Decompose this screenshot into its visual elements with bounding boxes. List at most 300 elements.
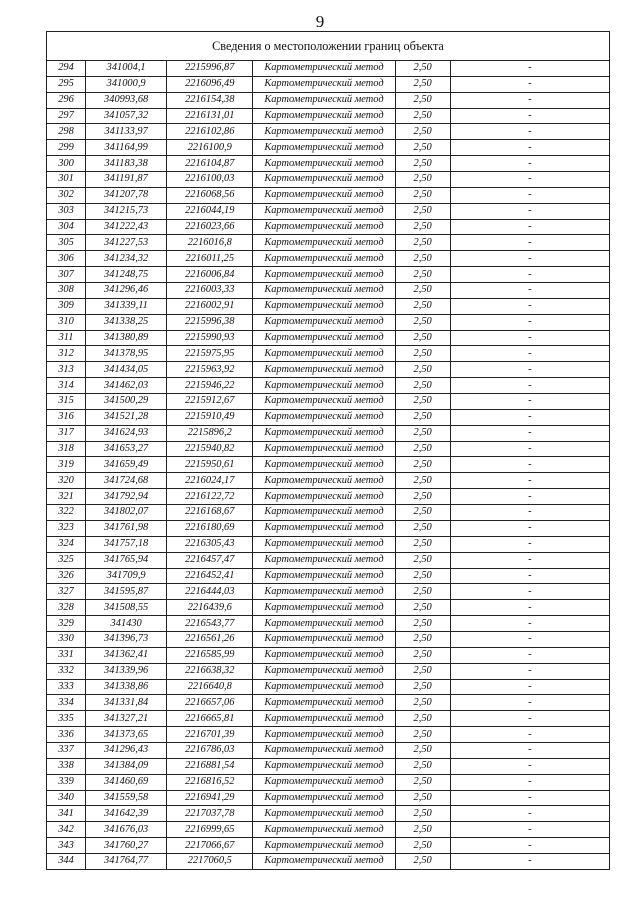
note-cell: - xyxy=(450,425,609,441)
note-cell: - xyxy=(450,61,609,77)
accuracy-cell: 2,50 xyxy=(395,267,450,283)
y-coordinate-cell: 2215950,61 xyxy=(167,457,253,473)
x-coordinate-cell: 341339,96 xyxy=(86,663,167,679)
point-number-cell: 323 xyxy=(47,520,86,536)
note-cell: - xyxy=(450,505,609,521)
table-row xyxy=(47,663,610,679)
note-cell: - xyxy=(450,790,609,806)
accuracy-cell: 2,50 xyxy=(395,774,450,790)
x-coordinate-cell: 341724,68 xyxy=(86,473,167,489)
accuracy-cell: 2,50 xyxy=(395,92,450,108)
x-coordinate-cell: 341792,94 xyxy=(86,489,167,505)
y-coordinate-cell: 2215996,87 xyxy=(167,61,253,77)
accuracy-cell: 2,50 xyxy=(395,822,450,838)
table-row xyxy=(47,378,610,394)
accuracy-cell: 2,50 xyxy=(395,219,450,235)
x-coordinate-cell: 341659,49 xyxy=(86,457,167,473)
y-coordinate-cell: 2216154,38 xyxy=(167,92,253,108)
method-cell: Картометрический метод xyxy=(253,251,395,267)
y-coordinate-cell: 2216006,84 xyxy=(167,267,253,283)
note-cell: - xyxy=(450,742,609,758)
method-cell: Картометрический метод xyxy=(253,425,395,441)
method-cell: Картометрический метод xyxy=(253,219,395,235)
accuracy-cell: 2,50 xyxy=(395,568,450,584)
point-number-cell: 321 xyxy=(47,489,86,505)
point-number-cell: 315 xyxy=(47,394,86,410)
point-number-cell: 310 xyxy=(47,314,86,330)
y-coordinate-cell: 2216638,32 xyxy=(167,663,253,679)
y-coordinate-cell: 2216585,99 xyxy=(167,647,253,663)
x-coordinate-cell: 341434,05 xyxy=(86,362,167,378)
y-coordinate-cell: 2215963,92 xyxy=(167,362,253,378)
method-cell: Картометрический метод xyxy=(253,568,395,584)
point-number-cell: 312 xyxy=(47,346,86,362)
point-number-cell: 326 xyxy=(47,568,86,584)
x-coordinate-cell: 341248,75 xyxy=(86,267,167,283)
method-cell: Картометрический метод xyxy=(253,409,395,425)
point-number-cell: 298 xyxy=(47,124,86,140)
table-row xyxy=(47,76,610,92)
y-coordinate-cell: 2216016,8 xyxy=(167,235,253,251)
y-coordinate-cell: 2216665,81 xyxy=(167,711,253,727)
table-row xyxy=(47,489,610,505)
x-coordinate-cell: 341380,89 xyxy=(86,330,167,346)
x-coordinate-cell: 341164,99 xyxy=(86,140,167,156)
y-coordinate-cell: 2216543,77 xyxy=(167,616,253,632)
method-cell: Картометрический метод xyxy=(253,92,395,108)
note-cell: - xyxy=(450,394,609,410)
table-row xyxy=(47,156,610,172)
accuracy-cell: 2,50 xyxy=(395,600,450,616)
accuracy-cell: 2,50 xyxy=(395,742,450,758)
x-coordinate-cell: 341757,18 xyxy=(86,536,167,552)
note-cell: - xyxy=(450,853,609,869)
y-coordinate-cell: 2216003,33 xyxy=(167,283,253,299)
y-coordinate-cell: 2216561,26 xyxy=(167,631,253,647)
x-coordinate-cell: 341765,94 xyxy=(86,552,167,568)
y-coordinate-cell: 2216011,25 xyxy=(167,251,253,267)
x-coordinate-cell: 341338,86 xyxy=(86,679,167,695)
table-row xyxy=(47,758,610,774)
note-cell: - xyxy=(450,695,609,711)
table-row xyxy=(47,267,610,283)
y-coordinate-cell: 2216816,52 xyxy=(167,774,253,790)
table-row xyxy=(47,362,610,378)
accuracy-cell: 2,50 xyxy=(395,394,450,410)
point-number-cell: 311 xyxy=(47,330,86,346)
method-cell: Картометрический метод xyxy=(253,330,395,346)
note-cell: - xyxy=(450,172,609,188)
x-coordinate-cell: 341296,43 xyxy=(86,742,167,758)
method-cell: Картометрический метод xyxy=(253,203,395,219)
y-coordinate-cell: 2216786,03 xyxy=(167,742,253,758)
method-cell: Картометрический метод xyxy=(253,441,395,457)
accuracy-cell: 2,50 xyxy=(395,806,450,822)
y-coordinate-cell: 2216122,72 xyxy=(167,489,253,505)
y-coordinate-cell: 2216640,8 xyxy=(167,679,253,695)
point-number-cell: 295 xyxy=(47,76,86,92)
y-coordinate-cell: 2215940,82 xyxy=(167,441,253,457)
y-coordinate-cell: 2215975,95 xyxy=(167,346,253,362)
note-cell: - xyxy=(450,711,609,727)
accuracy-cell: 2,50 xyxy=(395,235,450,251)
y-coordinate-cell: 2216100,9 xyxy=(167,140,253,156)
x-coordinate-cell: 341222,43 xyxy=(86,219,167,235)
note-cell: - xyxy=(450,409,609,425)
x-coordinate-cell: 341234,32 xyxy=(86,251,167,267)
accuracy-cell: 2,50 xyxy=(395,631,450,647)
x-coordinate-cell: 341191,87 xyxy=(86,172,167,188)
y-coordinate-cell: 2217066,67 xyxy=(167,838,253,854)
y-coordinate-cell: 2216131,01 xyxy=(167,108,253,124)
table-row xyxy=(47,124,610,140)
note-cell: - xyxy=(450,600,609,616)
x-coordinate-cell: 341396,73 xyxy=(86,631,167,647)
x-coordinate-cell: 341676,03 xyxy=(86,822,167,838)
point-number-cell: 304 xyxy=(47,219,86,235)
accuracy-cell: 2,50 xyxy=(395,679,450,695)
table-row xyxy=(47,822,610,838)
method-cell: Картометрический метод xyxy=(253,822,395,838)
point-number-cell: 318 xyxy=(47,441,86,457)
table-row xyxy=(47,568,610,584)
method-cell: Картометрический метод xyxy=(253,552,395,568)
method-cell: Картометрический метод xyxy=(253,61,395,77)
method-cell: Картометрический метод xyxy=(253,378,395,394)
x-coordinate-cell: 341500,29 xyxy=(86,394,167,410)
page-number: 9 xyxy=(315,12,325,31)
method-cell: Картометрический метод xyxy=(253,711,395,727)
table-row xyxy=(47,616,610,632)
point-number-cell: 305 xyxy=(47,235,86,251)
accuracy-cell: 2,50 xyxy=(395,283,450,299)
table-row xyxy=(47,505,610,521)
point-number-cell: 309 xyxy=(47,298,86,314)
y-coordinate-cell: 2216102,86 xyxy=(167,124,253,140)
accuracy-cell: 2,50 xyxy=(395,790,450,806)
method-cell: Картометрический метод xyxy=(253,283,395,299)
method-cell: Картометрический метод xyxy=(253,505,395,521)
point-number-cell: 340 xyxy=(47,790,86,806)
table-row xyxy=(47,203,610,219)
x-coordinate-cell: 341057,32 xyxy=(86,108,167,124)
note-cell: - xyxy=(450,108,609,124)
accuracy-cell: 2,50 xyxy=(395,156,450,172)
x-coordinate-cell: 341207,78 xyxy=(86,187,167,203)
x-coordinate-cell: 341521,28 xyxy=(86,409,167,425)
x-coordinate-cell: 341384,09 xyxy=(86,758,167,774)
point-number-cell: 330 xyxy=(47,631,86,647)
note-cell: - xyxy=(450,362,609,378)
note-cell: - xyxy=(450,314,609,330)
note-cell: - xyxy=(450,489,609,505)
point-number-cell: 302 xyxy=(47,187,86,203)
point-number-cell: 328 xyxy=(47,600,86,616)
method-cell: Картометрический метод xyxy=(253,790,395,806)
y-coordinate-cell: 2216068,56 xyxy=(167,187,253,203)
x-coordinate-cell: 341331,84 xyxy=(86,695,167,711)
note-cell: - xyxy=(450,520,609,536)
table-row xyxy=(47,584,610,600)
point-number-cell: 303 xyxy=(47,203,86,219)
x-coordinate-cell: 341338,25 xyxy=(86,314,167,330)
point-number-cell: 320 xyxy=(47,473,86,489)
x-coordinate-cell: 341462,03 xyxy=(86,378,167,394)
y-coordinate-cell: 2215990,93 xyxy=(167,330,253,346)
note-cell: - xyxy=(450,251,609,267)
table-row xyxy=(47,600,610,616)
point-number-cell: 335 xyxy=(47,711,86,727)
note-cell: - xyxy=(450,806,609,822)
method-cell: Картометрический метод xyxy=(253,600,395,616)
table-row xyxy=(47,711,610,727)
accuracy-cell: 2,50 xyxy=(395,647,450,663)
table-row xyxy=(47,441,610,457)
point-number-cell: 314 xyxy=(47,378,86,394)
accuracy-cell: 2,50 xyxy=(395,711,450,727)
table-row xyxy=(47,647,610,663)
table-row xyxy=(47,219,610,235)
table-row xyxy=(47,314,610,330)
x-coordinate-cell: 341460,69 xyxy=(86,774,167,790)
point-number-cell: 343 xyxy=(47,838,86,854)
x-coordinate-cell: 341595,87 xyxy=(86,584,167,600)
method-cell: Картометрический метод xyxy=(253,853,395,869)
accuracy-cell: 2,50 xyxy=(395,346,450,362)
table-row xyxy=(47,727,610,743)
note-cell: - xyxy=(450,536,609,552)
method-cell: Картометрический метод xyxy=(253,520,395,536)
method-cell: Картометрический метод xyxy=(253,489,395,505)
point-number-cell: 317 xyxy=(47,425,86,441)
x-coordinate-cell: 341378,95 xyxy=(86,346,167,362)
x-coordinate-cell: 341000,9 xyxy=(86,76,167,92)
y-coordinate-cell: 2216305,43 xyxy=(167,536,253,552)
y-coordinate-cell: 2216444,03 xyxy=(167,584,253,600)
method-cell: Картометрический метод xyxy=(253,758,395,774)
note-cell: - xyxy=(450,140,609,156)
table-row xyxy=(47,457,610,473)
y-coordinate-cell: 2216452,41 xyxy=(167,568,253,584)
table-row xyxy=(47,346,610,362)
x-coordinate-cell: 341624,93 xyxy=(86,425,167,441)
method-cell: Картометрический метод xyxy=(253,473,395,489)
x-coordinate-cell: 341430 xyxy=(86,616,167,632)
x-coordinate-cell: 341339,11 xyxy=(86,298,167,314)
table-row xyxy=(47,298,610,314)
x-coordinate-cell: 341764,77 xyxy=(86,853,167,869)
note-cell: - xyxy=(450,774,609,790)
method-cell: Картометрический метод xyxy=(253,314,395,330)
accuracy-cell: 2,50 xyxy=(395,441,450,457)
table-title-row xyxy=(47,32,610,61)
point-number-cell: 297 xyxy=(47,108,86,124)
x-coordinate-cell: 341653,27 xyxy=(86,441,167,457)
accuracy-cell: 2,50 xyxy=(395,140,450,156)
point-number-cell: 331 xyxy=(47,647,86,663)
note-cell: - xyxy=(450,758,609,774)
y-coordinate-cell: 2216104,87 xyxy=(167,156,253,172)
note-cell: - xyxy=(450,330,609,346)
point-number-cell: 341 xyxy=(47,806,86,822)
x-coordinate-cell: 341709,9 xyxy=(86,568,167,584)
table-row xyxy=(47,172,610,188)
point-number-cell: 338 xyxy=(47,758,86,774)
table-row xyxy=(47,853,610,869)
method-cell: Картометрический метод xyxy=(253,695,395,711)
x-coordinate-cell: 341642,39 xyxy=(86,806,167,822)
note-cell: - xyxy=(450,822,609,838)
y-coordinate-cell: 2216023,66 xyxy=(167,219,253,235)
accuracy-cell: 2,50 xyxy=(395,378,450,394)
point-number-cell: 336 xyxy=(47,727,86,743)
method-cell: Картометрический метод xyxy=(253,663,395,679)
method-cell: Картометрический метод xyxy=(253,172,395,188)
point-number-cell: 301 xyxy=(47,172,86,188)
table-row xyxy=(47,536,610,552)
point-number-cell: 334 xyxy=(47,695,86,711)
point-number-cell: 332 xyxy=(47,663,86,679)
note-cell: - xyxy=(450,679,609,695)
note-cell: - xyxy=(450,92,609,108)
x-coordinate-cell: 341802,07 xyxy=(86,505,167,521)
y-coordinate-cell: 2216701,39 xyxy=(167,727,253,743)
note-cell: - xyxy=(450,219,609,235)
table-title: Сведения о местоположении границ объекта xyxy=(47,32,610,61)
table-row xyxy=(47,774,610,790)
method-cell: Картометрический метод xyxy=(253,124,395,140)
table-row xyxy=(47,631,610,647)
note-cell: - xyxy=(450,298,609,314)
y-coordinate-cell: 2216180,69 xyxy=(167,520,253,536)
accuracy-cell: 2,50 xyxy=(395,108,450,124)
table-row xyxy=(47,108,610,124)
y-coordinate-cell: 2216941,29 xyxy=(167,790,253,806)
x-coordinate-cell: 341373,65 xyxy=(86,727,167,743)
method-cell: Картометрический метод xyxy=(253,838,395,854)
point-number-cell: 296 xyxy=(47,92,86,108)
note-cell: - xyxy=(450,473,609,489)
table-row xyxy=(47,187,610,203)
method-cell: Картометрический метод xyxy=(253,394,395,410)
y-coordinate-cell: 2215996,38 xyxy=(167,314,253,330)
method-cell: Картометрический метод xyxy=(253,235,395,251)
point-number-cell: 299 xyxy=(47,140,86,156)
point-number-cell: 307 xyxy=(47,267,86,283)
point-number-cell: 322 xyxy=(47,505,86,521)
method-cell: Картометрический метод xyxy=(253,298,395,314)
method-cell: Картометрический метод xyxy=(253,140,395,156)
x-coordinate-cell: 341227,53 xyxy=(86,235,167,251)
method-cell: Картометрический метод xyxy=(253,742,395,758)
accuracy-cell: 2,50 xyxy=(395,584,450,600)
x-coordinate-cell: 341362,41 xyxy=(86,647,167,663)
table-row xyxy=(47,61,610,77)
x-coordinate-cell: 341215,73 xyxy=(86,203,167,219)
method-cell: Картометрический метод xyxy=(253,679,395,695)
accuracy-cell: 2,50 xyxy=(395,473,450,489)
note-cell: - xyxy=(450,235,609,251)
method-cell: Картометрический метод xyxy=(253,647,395,663)
accuracy-cell: 2,50 xyxy=(395,425,450,441)
accuracy-cell: 2,50 xyxy=(395,505,450,521)
point-number-cell: 339 xyxy=(47,774,86,790)
note-cell: - xyxy=(450,187,609,203)
accuracy-cell: 2,50 xyxy=(395,695,450,711)
note-cell: - xyxy=(450,378,609,394)
note-cell: - xyxy=(450,124,609,140)
x-coordinate-cell: 341559,58 xyxy=(86,790,167,806)
note-cell: - xyxy=(450,663,609,679)
method-cell: Картометрический метод xyxy=(253,616,395,632)
note-cell: - xyxy=(450,203,609,219)
point-number-cell: 324 xyxy=(47,536,86,552)
point-number-cell: 333 xyxy=(47,679,86,695)
accuracy-cell: 2,50 xyxy=(395,489,450,505)
table-row xyxy=(47,394,610,410)
point-number-cell: 308 xyxy=(47,283,86,299)
note-cell: - xyxy=(450,568,609,584)
note-cell: - xyxy=(450,267,609,283)
accuracy-cell: 2,50 xyxy=(395,172,450,188)
table-row xyxy=(47,425,610,441)
method-cell: Картометрический метод xyxy=(253,108,395,124)
accuracy-cell: 2,50 xyxy=(395,330,450,346)
method-cell: Картометрический метод xyxy=(253,774,395,790)
y-coordinate-cell: 2215896,2 xyxy=(167,425,253,441)
accuracy-cell: 2,50 xyxy=(395,362,450,378)
point-number-cell: 327 xyxy=(47,584,86,600)
y-coordinate-cell: 2216168,67 xyxy=(167,505,253,521)
accuracy-cell: 2,50 xyxy=(395,853,450,869)
y-coordinate-cell: 2216657,06 xyxy=(167,695,253,711)
boundary-coordinates-table xyxy=(46,31,610,870)
table-row xyxy=(47,679,610,695)
table-row xyxy=(47,806,610,822)
accuracy-cell: 2,50 xyxy=(395,203,450,219)
accuracy-cell: 2,50 xyxy=(395,552,450,568)
table-row xyxy=(47,330,610,346)
y-coordinate-cell: 2216999,65 xyxy=(167,822,253,838)
table-row xyxy=(47,92,610,108)
point-number-cell: 319 xyxy=(47,457,86,473)
point-number-cell: 337 xyxy=(47,742,86,758)
y-coordinate-cell: 2216002,91 xyxy=(167,298,253,314)
x-coordinate-cell: 341004,1 xyxy=(86,61,167,77)
accuracy-cell: 2,50 xyxy=(395,124,450,140)
point-number-cell: 306 xyxy=(47,251,86,267)
point-number-cell: 313 xyxy=(47,362,86,378)
y-coordinate-cell: 2217037,78 xyxy=(167,806,253,822)
accuracy-cell: 2,50 xyxy=(395,187,450,203)
x-coordinate-cell: 341183,38 xyxy=(86,156,167,172)
accuracy-cell: 2,50 xyxy=(395,520,450,536)
method-cell: Картометрический метод xyxy=(253,76,395,92)
y-coordinate-cell: 2216881,54 xyxy=(167,758,253,774)
method-cell: Картометрический метод xyxy=(253,631,395,647)
method-cell: Картометрический метод xyxy=(253,457,395,473)
y-coordinate-cell: 2215912,67 xyxy=(167,394,253,410)
table-row xyxy=(47,473,610,489)
method-cell: Картометрический метод xyxy=(253,362,395,378)
x-coordinate-cell: 341760,27 xyxy=(86,838,167,854)
note-cell: - xyxy=(450,283,609,299)
note-cell: - xyxy=(450,441,609,457)
method-cell: Картометрический метод xyxy=(253,806,395,822)
method-cell: Картометрический метод xyxy=(253,346,395,362)
note-cell: - xyxy=(450,346,609,362)
point-number-cell: 325 xyxy=(47,552,86,568)
